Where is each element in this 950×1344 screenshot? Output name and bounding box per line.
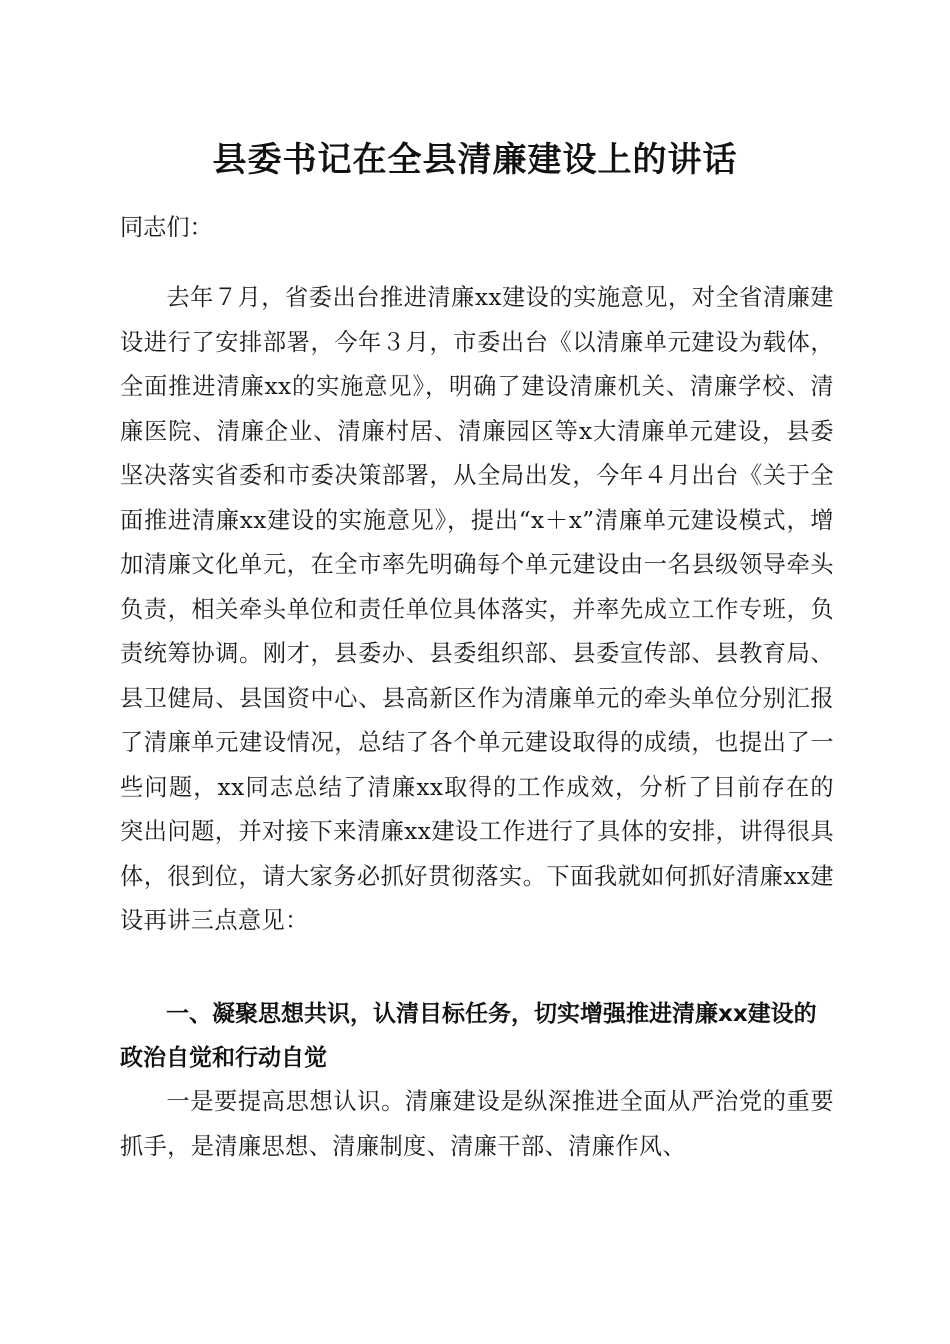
greeting: 同志们：: [120, 214, 213, 241]
body-paragraph-1: 去年７月，省委出台推进清廉xx建设的实施意见，对全省清廉建设进行了安排部署，今年３月，市委出台《以清廉单元建设为载体，全面推进清廉xx的实施意见》，明确了建设清廉机关、清廉学校、清廉医院、清廉企业、清廉村居、清廉园区等x大清廉单元建设，县委坚决落实省委和市委决策部署，从全局出发，今年４月出台《关于全面推进清廉xx建设的实施意见》，提出“x＋x”清廉单元建设模式，增加清廉文化单元，在全市率先明确每个单元建设由一名县级领导牵头负责，相关牵头单位和责任单位具体落实，并率先成立工作专班，负责统筹协调。刚才，县委办、县委组织部、县委宣传部、县教育局、县卫健局、县国资中心、县高新区作为清廉单元的牵头单位分别汇报了清廉单元建设情况，总结了各个单元建设取得的成绩，也提出了一些问题，xx同志总结了清廉xx取得的工作成效，分析了目前存在的突出问题，并对接下来清廉xx建设工作进行了具体的安排，讲得很具体，很到位，请大家务必抓好贯彻落实。下面我就如何抓好清廉xx建设再讲三点意见：: [120, 284, 834, 934]
body-paragraph-2: 一是要提高思想认识。清廉建设是纵深推进全面从严治党的重要抓手，是清廉思想、清廉制度、清廉干部、清廉作风、: [120, 1088, 834, 1160]
section-heading-1: 一、凝聚思想共识，认清目标任务，切实增强推进清廉xx建设的政治自觉和行动自觉: [120, 1001, 817, 1071]
document-title: 县委书记在全县清廉建设上的讲话: [212, 140, 738, 180]
